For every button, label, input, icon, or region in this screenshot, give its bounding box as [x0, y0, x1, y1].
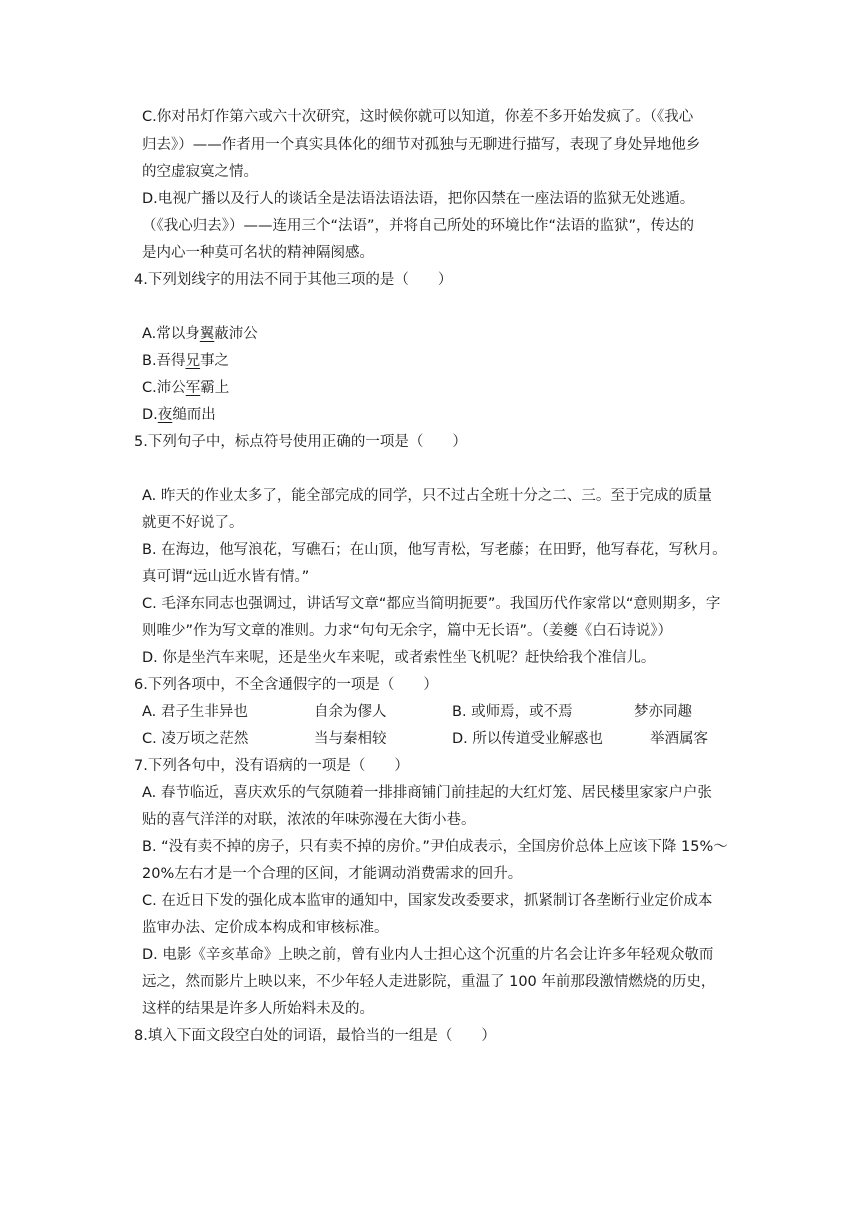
q3-option-c-line-3: 的空虚寂寞之情。	[142, 164, 258, 180]
q7-option-d-line-3: 这样的结果是许多人所始料未及的。	[142, 1001, 374, 1017]
q4-option-b: B.吾得兄事之	[142, 353, 230, 369]
q3-option-c-line-2: 归去》）——作者用一个真实具体化的细节对孤独与无聊进行描写，表现了身处异地他乡	[142, 137, 701, 153]
q3-option-d-line-3: 是内心一种莫可名状的精神隔阂感。	[142, 245, 374, 261]
q6-option-b-part-2: 梦亦同趣	[634, 704, 692, 720]
q6-option-b-part-1: B. 或师焉，或不焉	[452, 704, 573, 720]
q7-stem: 7.下列各句中，没有语病的一项是（ ）	[134, 758, 409, 774]
q7-option-d-line-1: D. 电影《辛亥革命》上映之前，曾有业内人士担心这个沉重的片名会让许多年轻观众敬而	[142, 947, 714, 963]
q3-option-c-line-1: C.你对吊灯作第六或六十次研究，这时候你就可以知道，你差不多开始发疯了。（《我心	[142, 109, 694, 125]
q4-option-d: D.夜缒而出	[142, 407, 216, 423]
q6-option-d-part-1: D. 所以传道受业解惑也	[452, 731, 603, 747]
q5-option-c-line-1: C. 毛泽东同志也强调过，讲话写文章“都应当简明扼要”。我国历代作家常以“意则期多，字	[142, 596, 721, 612]
q6-option-d-part-2: 举酒属客	[650, 731, 708, 747]
q6-option-c-part-2: 当与秦相较	[314, 731, 387, 747]
q4-underlined-char: 翼	[199, 326, 215, 342]
q7-option-a-line-2: 贴的喜气洋洋的对联，浓浓的年味弥漫在大街小巷。	[142, 812, 476, 828]
q8-stem: 8.填入下面文段空白处的词语，最恰当的一组是（ ）	[134, 1028, 496, 1044]
q4-option-a: A.常以身翼蔽沛公	[142, 326, 258, 342]
q3-option-d-line-1: D.电视广播以及行人的谈话全是法语法语法语，把你囚禁在一座法语的监狱无处逃遁。	[142, 191, 695, 207]
q7-option-c-line-2: 监审办法、定价成本构成和审核标准。	[142, 920, 389, 936]
q5-option-d-line-1: D. 你是坐汽车来呢，还是坐火车来呢，或者索性坐飞机呢？赶快给我个准信儿。	[142, 650, 656, 666]
q6-option-c-part-1: C. 凌万顷之茫然	[142, 731, 249, 747]
q5-option-b-line-1: B. 在海边，他写浪花，写礁石；在山顶，他写青松，写老藤；在田野，他写春花，写秋月。	[142, 542, 727, 558]
q4-underlined-char: 兄	[185, 353, 201, 369]
q3-option-d-line-2: （《我心归去》）——连用三个“法语”，并将自己所处的环境比作“法语的监狱”，传达的	[142, 218, 695, 234]
q4-underlined-char: 夜	[157, 407, 173, 423]
q5-option-a-line-1: A. 昨天的作业太多了，能全部完成的同学，只不过占全班十分之二、三。至于完成的质量	[142, 488, 712, 504]
q4-stem: 4.下列划线字的用法不同于其他三项的是（ ）	[134, 272, 453, 288]
q4-underlined-char: 军	[185, 380, 201, 396]
q5-stem: 5.下列句子中，标点符号使用正确的一项是（ ）	[134, 434, 467, 450]
q5-option-a-line-2: 就更不好说了。	[142, 515, 244, 531]
q7-option-b-line-1: B. “没有卖不掉的房子，只有卖不掉的房价。”尹伯成表示，全国房价总体上应该下降 15%～	[142, 839, 728, 855]
q6-option-a-part-2: 自余为僇人	[314, 704, 387, 720]
q7-option-a-line-1: A. 春节临近，喜庆欢乐的气氛随着一排排商铺门前挂起的大红灯笼、居民楼里家家户户张	[142, 785, 712, 801]
q6-option-a-part-1: A. 君子生非异也	[142, 704, 248, 720]
q5-option-c-line-2: 则唯少”作为写文章的准则。力求“句句无余字，篇中无长语”。（姜夔《白石诗说》）	[142, 623, 673, 639]
q5-option-b-line-2: 真可谓“远山近水皆有情。”	[142, 569, 310, 585]
q7-option-b-line-2: 20%左右才是一个合理的区间，才能调动消费需求的回升。	[142, 866, 523, 882]
q6-stem: 6.下列各项中，不全含通假字的一项是（ ）	[134, 677, 438, 693]
q7-option-c-line-1: C. 在近日下发的强化成本监审的通知中，国家发改委要求，抓紧制订各垄断行业定价成本	[142, 893, 713, 909]
q4-option-c: C.沛公军霸上	[142, 380, 230, 396]
q7-option-d-line-2: 远之，然而影片上映以来，不少年轻人走进影院，重温了 100 年前那段激情燃烧的历史，	[142, 974, 716, 990]
